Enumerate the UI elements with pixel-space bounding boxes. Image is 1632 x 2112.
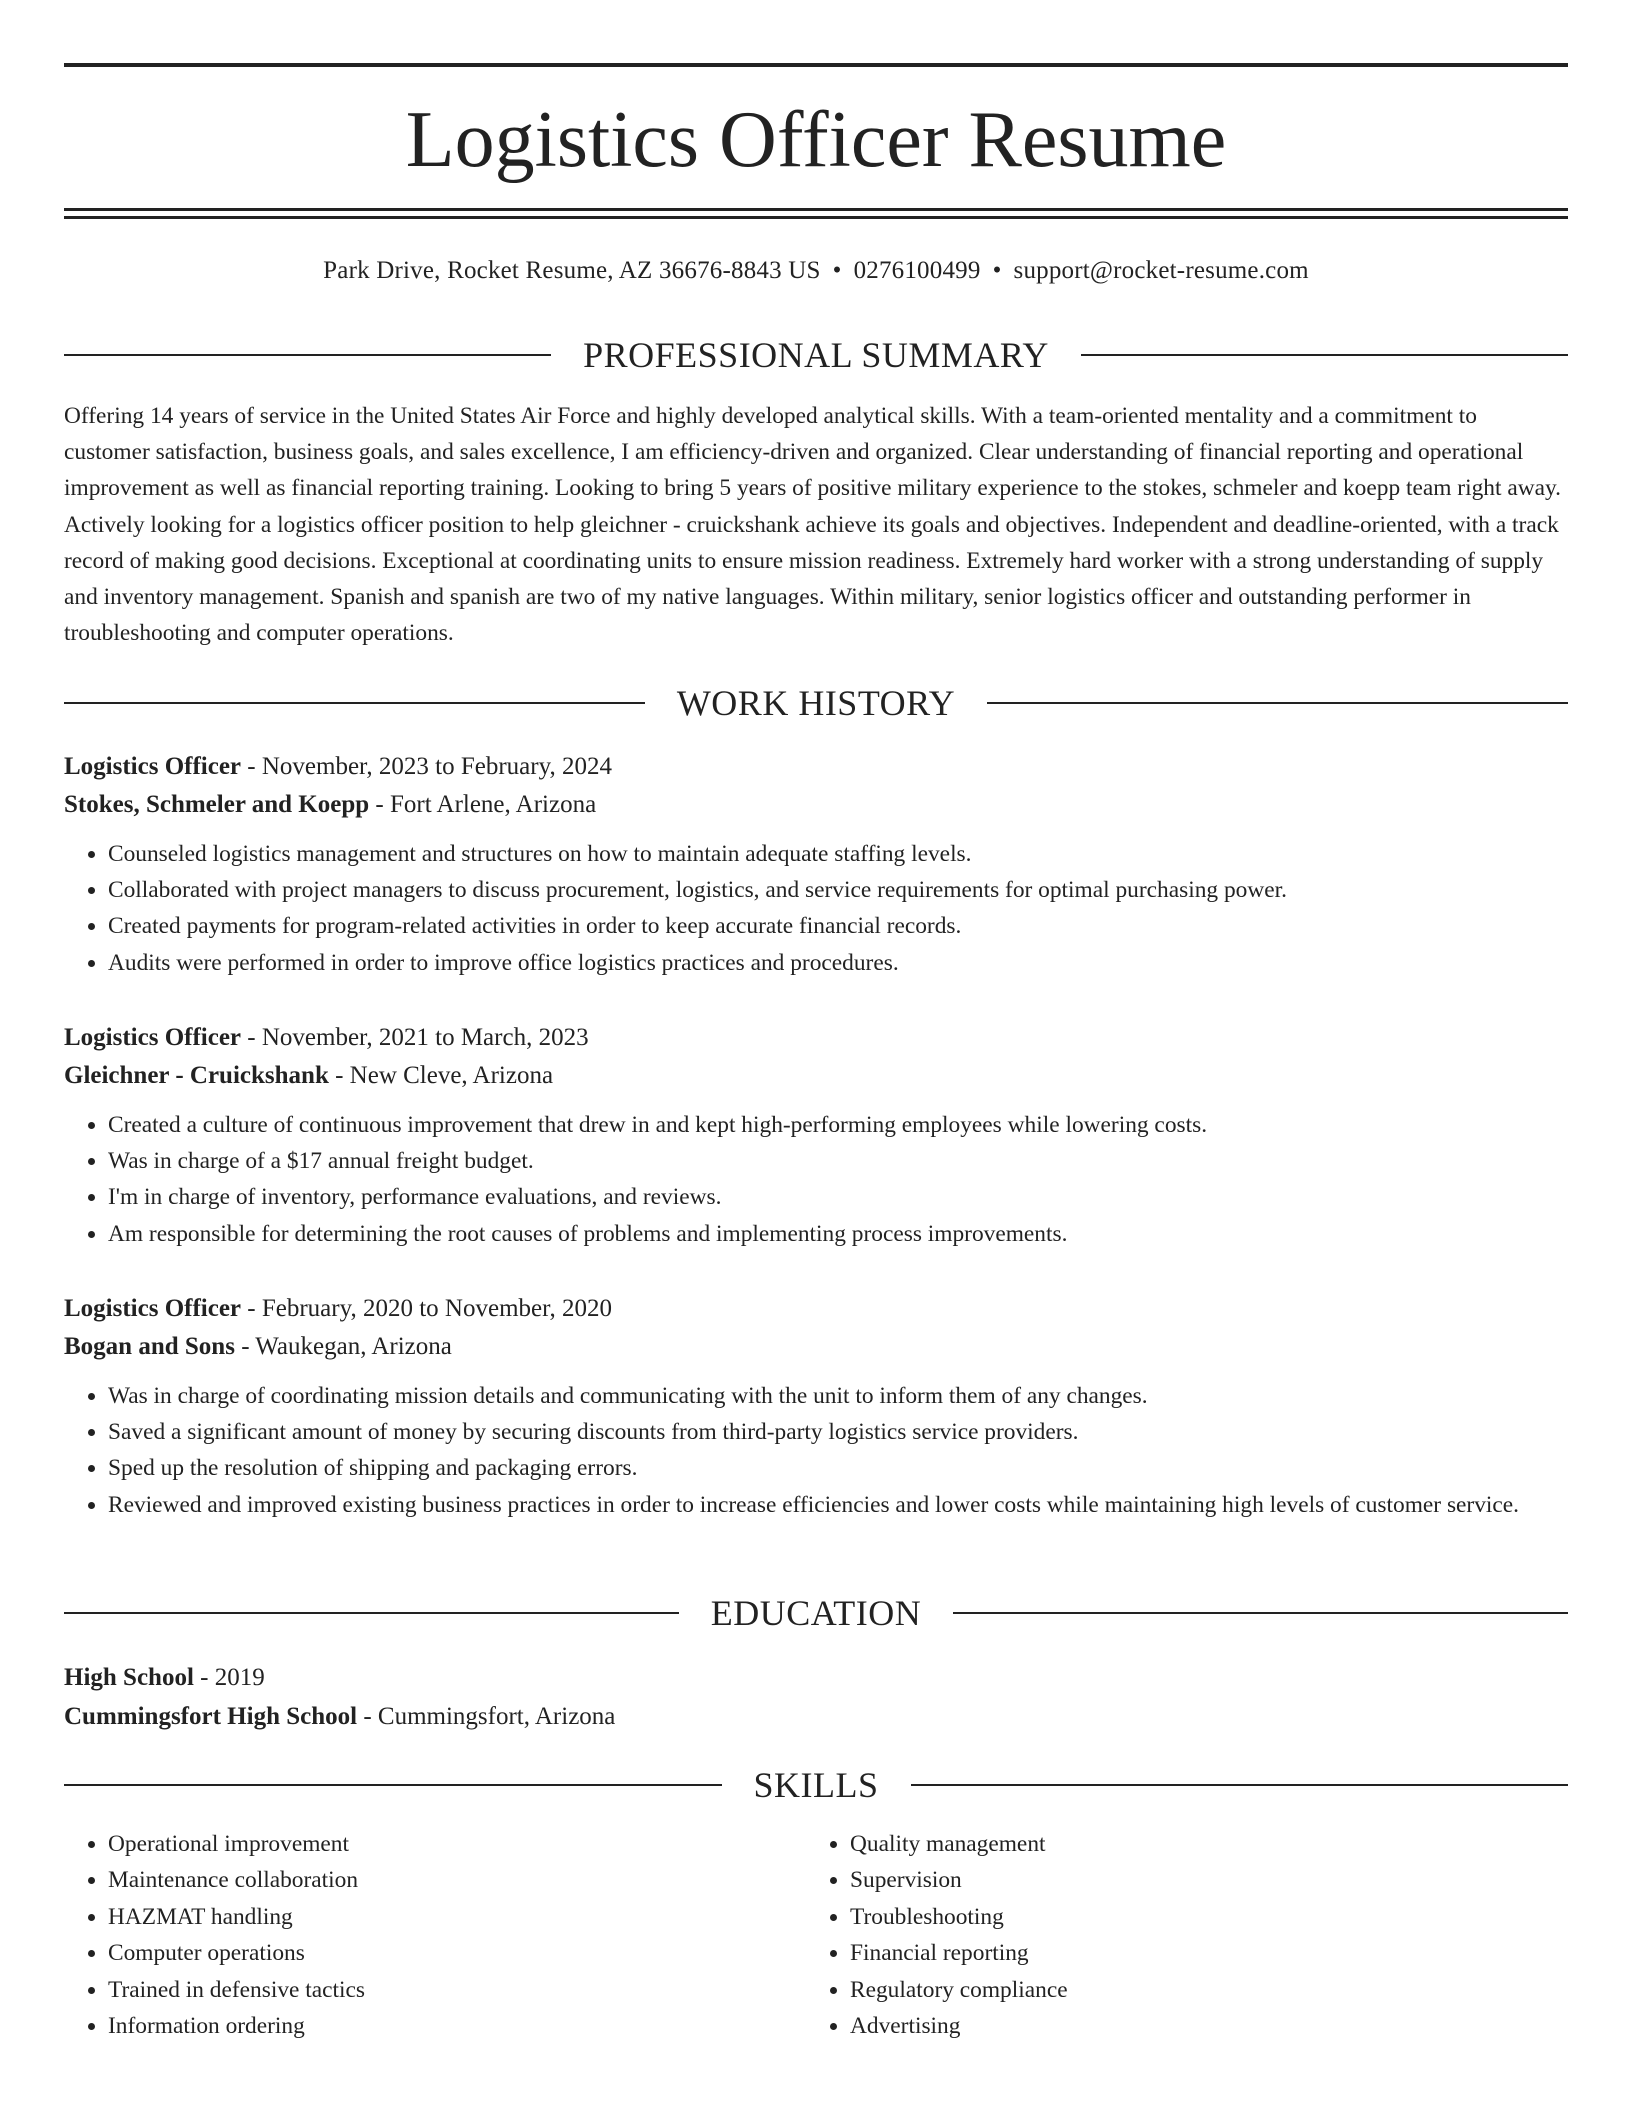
contact-email: support@rocket-resume.com — [1013, 257, 1309, 284]
section-title: WORK HISTORY — [676, 683, 956, 723]
job-title-line — [64, 748, 1568, 786]
skill-item: • Computer operations — [108, 1935, 806, 1971]
education-entry — [64, 1658, 1568, 1736]
job-bullets — [64, 1378, 1568, 1523]
skill-item: • HAZMAT handling — [108, 1899, 806, 1935]
skill-item: • Advertising — [850, 2008, 1548, 2044]
skill-item: • Supervision — [850, 1862, 1548, 1898]
contact-line — [64, 255, 1568, 287]
contact-phone: 0276100499 — [853, 257, 981, 284]
skill-item: • Maintenance collaboration — [108, 1862, 806, 1898]
section-heading-summary — [64, 333, 1568, 377]
list-item: • Collaborated with project managers to discuss procurement, logistics, and service requirements for optimal purchasing power. — [108, 872, 1568, 908]
heading-rule-right — [911, 1784, 1569, 1786]
top-rule — [64, 63, 1568, 67]
job-title: Logistics Officer — [64, 1024, 242, 1051]
list-item: • Am responsible for determining the root causes of problems and implementing process improvements. — [108, 1216, 1568, 1252]
skill-item: • Troubleshooting — [850, 1899, 1548, 1935]
job-bullets — [64, 836, 1568, 981]
skill-item: • Financial reporting — [850, 1935, 1548, 1971]
skills-list — [64, 1826, 1568, 2044]
page-title: Logistics Officer Resume — [405, 96, 1227, 184]
job-company-line — [64, 1057, 1568, 1095]
job-company: Bogan and Sons — [64, 1333, 235, 1360]
job-company-line — [64, 786, 1568, 824]
education-degree-line — [64, 1658, 1568, 1697]
list-item: • Saved a significant amount of money by securing discounts from third-party logistics service providers. — [108, 1414, 1568, 1450]
section-heading-education — [64, 1591, 1568, 1635]
section-title: SKILLS — [753, 1765, 879, 1805]
list-item: • I'm in charge of inventory, performance evaluations, and reviews. — [108, 1179, 1568, 1215]
job-entry — [64, 1290, 1568, 1523]
skill-item: • Operational improvement — [108, 1826, 806, 1862]
job-dates: - November, 2021 to March, 2023 — [241, 1024, 589, 1051]
list-item: • Was in charge of coordinating mission details and communicating with the unit to inform them of any changes. — [108, 1378, 1568, 1414]
education-school: Cummingsfort High School — [64, 1703, 358, 1730]
job-title: Logistics Officer — [64, 1295, 242, 1322]
skill-item: • Information ordering — [108, 2008, 806, 2044]
skills-column-right — [806, 1826, 1548, 2044]
heading-rule-left — [64, 702, 645, 704]
list-item: • Sped up the resolution of shipping and packaging errors. — [108, 1450, 1568, 1486]
skill-item: • Quality management — [850, 1826, 1548, 1862]
education-school-line — [64, 1697, 1568, 1736]
job-title: Logistics Officer — [64, 753, 242, 780]
list-item: • Reviewed and improved existing business practices in order to increase efficiencies and lower costs while maintaining high levels of customer service. — [108, 1487, 1568, 1523]
section-heading-skills — [64, 1763, 1568, 1807]
list-item: • Audits were performed in order to improve office logistics practices and procedures. — [108, 945, 1568, 981]
job-title-line — [64, 1019, 1568, 1057]
heading-rule-left — [64, 1784, 722, 1786]
job-company: Gleichner - Cruickshank — [64, 1062, 329, 1089]
contact-separator: • — [992, 257, 1002, 284]
job-dates: - February, 2020 to November, 2020 — [241, 1295, 612, 1322]
list-item: • Counseled logistics management and structures on how to maintain adequate staffing levels. — [108, 836, 1568, 872]
job-entry — [64, 1019, 1568, 1252]
job-location: - Fort Arlene, Arizona — [369, 791, 597, 818]
job-location: - Waukegan, Arizona — [234, 1333, 452, 1360]
job-entry — [64, 748, 1568, 981]
professional-summary-text: Offering 14 years of service in the United States Air Force and highly developed analytical skills. With a team-oriented mentality and a commitment to customer satisfaction, business goals, and sales excellence, I am efficiency-driven and organized. Clear understanding of financial reporting and operational improvement as well as financial reporting training. Looking to bring 5 years of positive military experience to the stokes, schmeler and koepp team right away. Actively looking for a logistics officer position to help gleichner - cruickshank achieve its goals and objectives. Independent and deadline-oriented, with a track record of making good decisions. Exceptional at coordinating units to ensure mission readiness. Extremely hard worker with a strong understanding of supply and inventory management. Spanish and spanish are two of my native languages. Within military, senior logistics officer and outstanding performer in troubleshooting and computer operations. — [64, 403, 1561, 647]
skill-item: • Regulatory compliance — [850, 1972, 1548, 2008]
section-title: PROFESSIONAL SUMMARY — [583, 335, 1049, 375]
list-item: • Created payments for program-related activities in order to keep accurate financial records. — [108, 908, 1568, 944]
contact-address: Park Drive, Rocket Resume, AZ 36676-8843 US — [323, 257, 821, 284]
job-title-line — [64, 1290, 1568, 1328]
heading-rule-right — [987, 702, 1568, 704]
heading-rule-right — [1081, 354, 1568, 356]
education-degree: High School — [64, 1664, 194, 1691]
job-bullets — [64, 1107, 1568, 1252]
heading-rule-left — [64, 354, 551, 356]
job-location: - New Cleve, Arizona — [328, 1062, 554, 1089]
heading-rule-right — [953, 1612, 1568, 1614]
job-dates: - November, 2023 to February, 2024 — [241, 753, 612, 780]
heading-rule-left — [64, 1612, 679, 1614]
skills-column-left — [64, 1826, 806, 2044]
list-item: • Was in charge of a $17 annual freight budget. — [108, 1143, 1568, 1179]
skill-item: • Trained in defensive tactics — [108, 1972, 806, 2008]
job-company-line — [64, 1328, 1568, 1366]
title-double-rule — [64, 208, 1568, 219]
education-year: - 2019 — [193, 1664, 265, 1691]
contact-separator: • — [832, 257, 842, 284]
list-item: • Created a culture of continuous improvement that drew in and kept high-performing employees while lowering costs. — [108, 1107, 1568, 1143]
section-title: EDUCATION — [710, 1593, 922, 1633]
education-location: - Cummingsfort, Arizona — [357, 1703, 616, 1730]
job-company: Stokes, Schmeler and Koepp — [64, 791, 370, 818]
section-heading-work — [64, 681, 1568, 725]
